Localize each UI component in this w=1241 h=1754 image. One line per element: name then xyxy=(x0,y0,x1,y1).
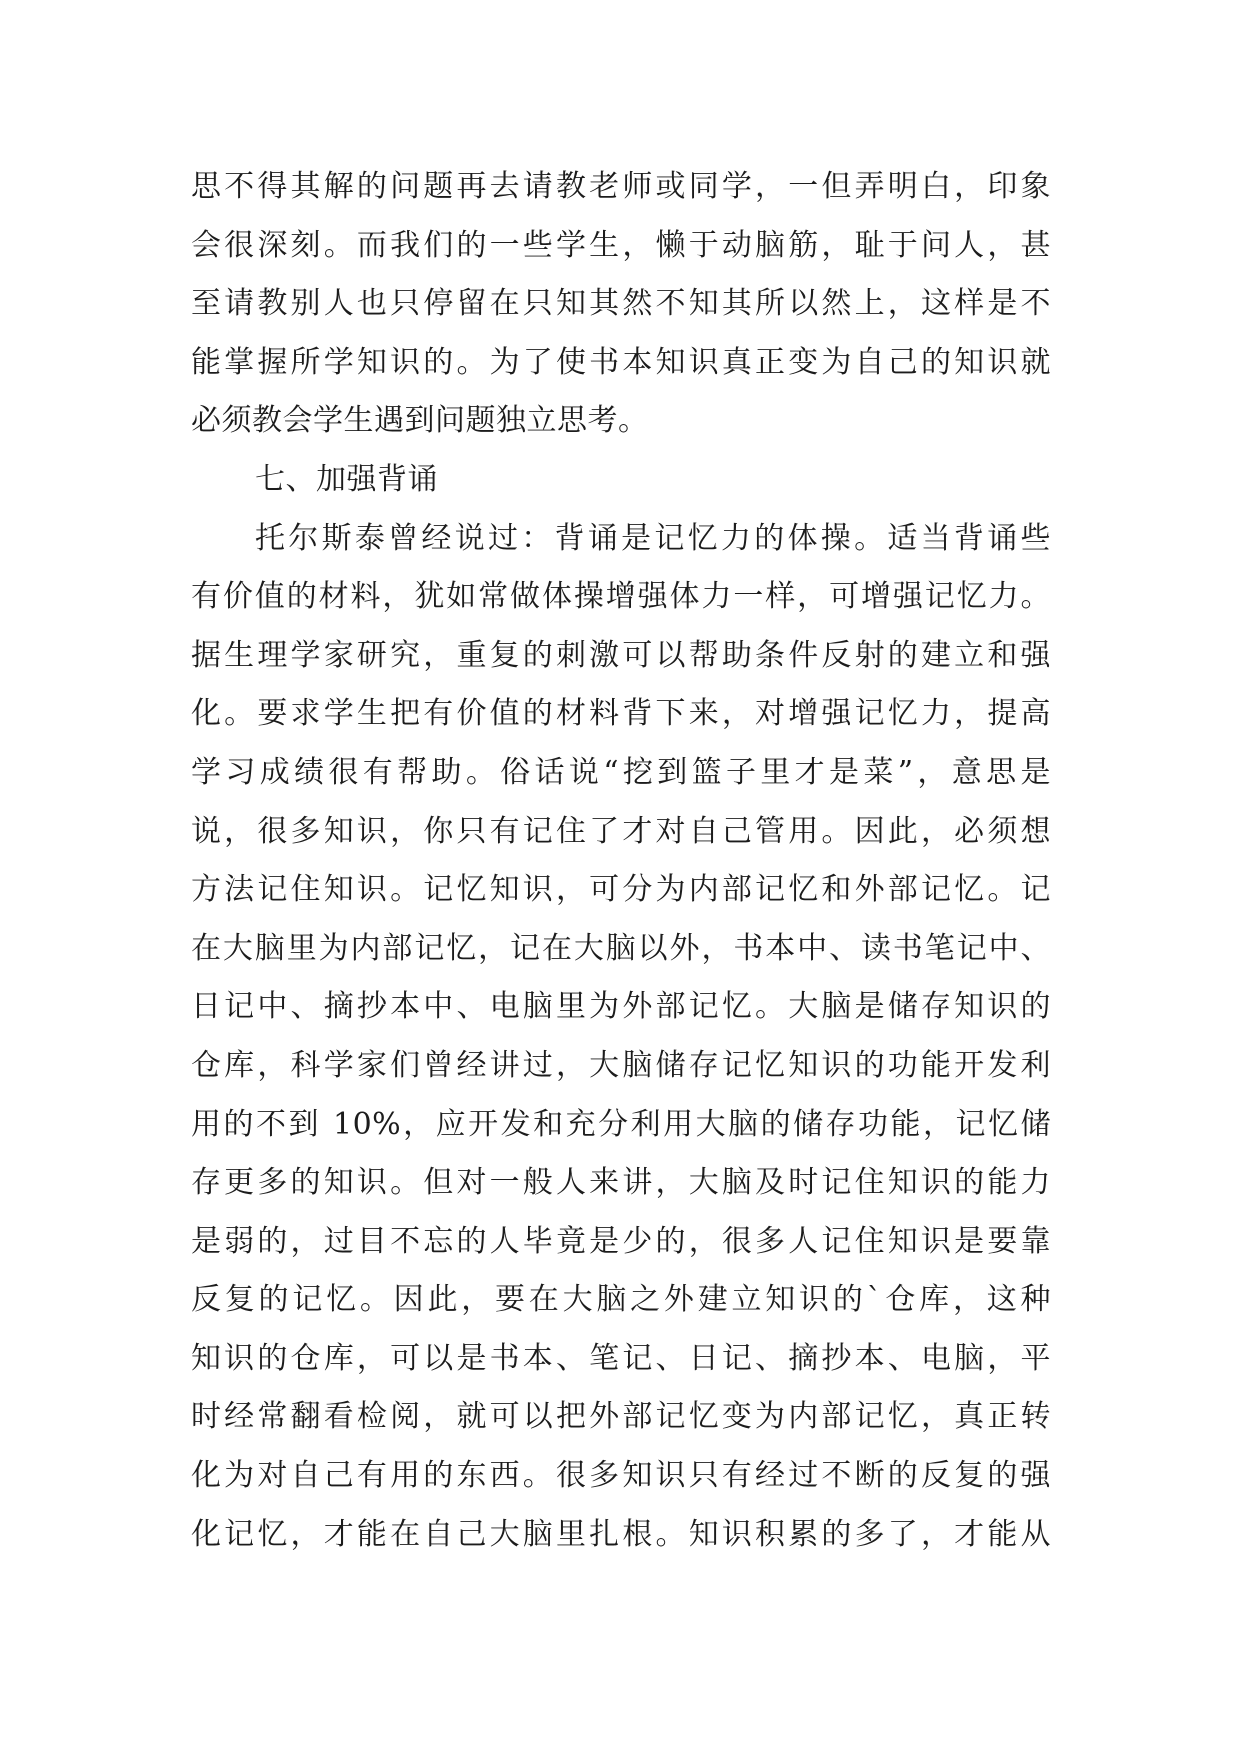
text-line: 时经常翻看检阅，就可以把外部记忆变为内部记忆，真正转 xyxy=(191,1399,1051,1435)
text-line: 能掌握所学知识的。为了使书本知识真正变为自己的知识就 xyxy=(191,344,1051,380)
section-heading: 七、加强背诵 xyxy=(255,461,438,497)
text-line: 必须教会学生遇到问题独立思考。 xyxy=(191,403,649,439)
text-line: 仓库，科学家们曾经讲过，大脑储存记忆知识的功能开发利 xyxy=(191,1047,1051,1083)
text-line: 有价值的材料，犹如常做体操增强体力一样，可增强记忆力。 xyxy=(191,579,1051,615)
text-line: 反复的记忆。因此，要在大脑之外建立知识的`仓库，这种 xyxy=(191,1282,1051,1318)
text-line: 在大脑里为内部记忆，记在大脑以外，书本中、读书笔记中、 xyxy=(191,930,1051,966)
text-line: 学习成绩很有帮助。俗话说“挖到篮子里才是菜”，意思是 xyxy=(191,754,1051,790)
text-line: 化记忆，才能在自己大脑里扎根。知识积累的多了，才能从 xyxy=(191,1516,1051,1552)
text-line: 思不得其解的问题再去请教老师或同学，一但弄明白，印象 xyxy=(191,169,1051,204)
body-text xyxy=(191,158,1051,1564)
text-line: 会很深刻。而我们的一些学生，懒于动脑筋，耻于问人，甚 xyxy=(191,227,1051,263)
text-line: 方法记住知识。记忆知识，可分为内部记忆和外部记忆。记 xyxy=(191,872,1051,908)
text-line: 化为对自己有用的东西。很多知识只有经过不断的反复的强 xyxy=(191,1458,1051,1494)
paragraph-first-line: 托尔斯泰曾经说过：背诵是记忆力的体操。适当背诵些 xyxy=(255,520,1051,556)
text-line: 知识的仓库，可以是书本、笔记、日记、摘抄本、电脑，平 xyxy=(191,1340,1051,1376)
text-line: 至请教别人也只停留在只知其然不知其所以然上，这样是不 xyxy=(191,286,1051,322)
text-line: 据生理学家研究，重复的刺激可以帮助条件反射的建立和强 xyxy=(191,637,1051,673)
text-line: 说，很多知识，你只有记住了才对自己管用。因此，必须想 xyxy=(191,813,1051,849)
text-line: 存更多的知识。但对一般人来讲，大脑及时记住知识的能力 xyxy=(191,1165,1051,1201)
text-line: 用的不到 10%，应开发和充分利用大脑的储存功能，记忆储 xyxy=(191,1106,1051,1142)
text-line: 日记中、摘抄本中、电脑里为外部记忆。大脑是储存知识的 xyxy=(191,989,1051,1025)
text-line: 化。要求学生把有价值的材料背下来，对增强记忆力，提高 xyxy=(191,696,1051,732)
text-line: 是弱的，过目不忘的人毕竟是少的，很多人记住知识是要靠 xyxy=(191,1223,1051,1259)
